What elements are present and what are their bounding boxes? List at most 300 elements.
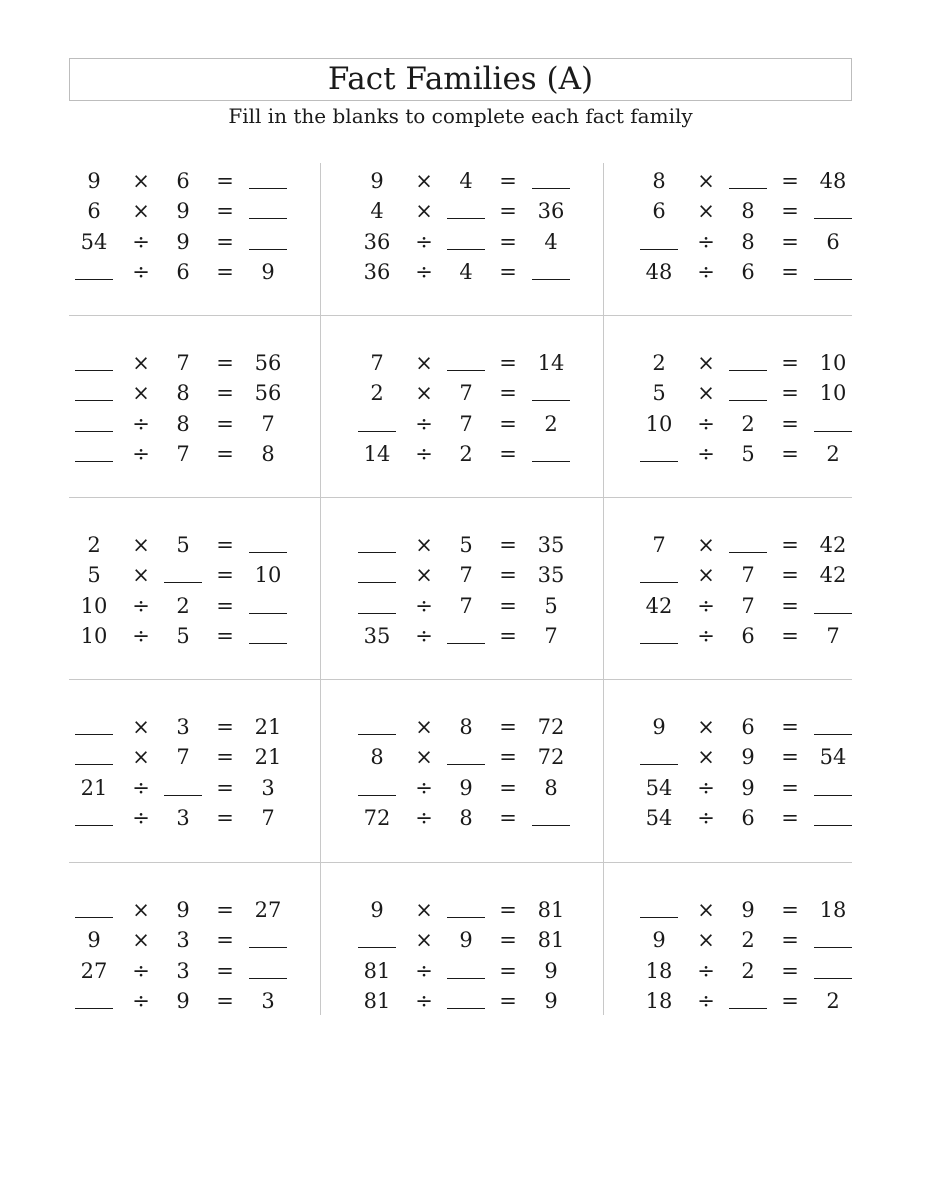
answer-blank[interactable] — [729, 400, 767, 401]
operand-a: 9 — [87, 169, 101, 193]
answer-blank[interactable] — [447, 249, 485, 250]
equation-row — [74, 591, 324, 621]
equation-row — [74, 378, 324, 408]
equals-sign: = — [216, 715, 234, 739]
equals-sign: = — [499, 898, 517, 922]
operator: ÷ — [415, 623, 433, 648]
operand-b: 8 — [459, 805, 473, 830]
answer-blank[interactable] — [249, 552, 287, 553]
answer-blank[interactable] — [249, 978, 287, 979]
equals-sign: = — [781, 593, 799, 618]
equals-sign: = — [499, 441, 517, 466]
equals-sign: = — [499, 229, 517, 254]
equation-row — [639, 742, 889, 772]
answer-blank[interactable] — [75, 279, 113, 280]
answer-blank[interactable] — [814, 218, 852, 219]
operator: × — [132, 928, 150, 953]
operand-b: 7 — [459, 563, 473, 588]
operator: × — [415, 715, 433, 739]
result: 72 — [537, 745, 565, 770]
row-divider — [69, 315, 852, 316]
equals-sign: = — [216, 563, 234, 588]
answer-blank[interactable] — [75, 825, 113, 826]
equation-row — [639, 712, 889, 742]
answer-blank[interactable] — [75, 734, 113, 735]
equation-row — [639, 439, 889, 469]
equation-row — [74, 742, 324, 772]
operator: × — [132, 563, 150, 588]
operator: ÷ — [132, 593, 150, 618]
operand-b: 9 — [741, 898, 755, 922]
equals-sign: = — [781, 351, 799, 375]
answer-blank[interactable] — [814, 795, 852, 796]
operator: ÷ — [415, 411, 433, 436]
equals-sign: = — [781, 381, 799, 406]
operand-b: 9 — [176, 898, 190, 922]
equation-row — [357, 348, 607, 378]
operand-b: 8 — [459, 715, 473, 739]
operand-b: 4 — [459, 169, 473, 193]
equation-row — [74, 196, 324, 226]
row-divider — [69, 862, 852, 863]
equation-row — [357, 712, 607, 742]
operand-b: 7 — [459, 593, 473, 618]
operand-a: 2 — [652, 351, 666, 375]
operand-b: 8 — [741, 199, 755, 224]
equals-sign: = — [499, 259, 517, 284]
equals-sign: = — [781, 745, 799, 770]
operator: × — [697, 928, 715, 953]
operand-a: 35 — [363, 623, 391, 648]
operator: × — [697, 199, 715, 224]
answer-blank[interactable] — [814, 613, 852, 614]
operand-a: 10 — [80, 623, 108, 648]
answer-blank[interactable] — [729, 188, 767, 189]
operand-a: 7 — [370, 351, 384, 375]
answer-blank[interactable] — [532, 461, 570, 462]
result: 6 — [826, 229, 840, 254]
operand-a: 36 — [363, 229, 391, 254]
answer-blank[interactable] — [75, 764, 113, 765]
result: 3 — [261, 775, 275, 800]
operand-b: 8 — [176, 411, 190, 436]
operator: × — [132, 199, 150, 224]
page-title: Fact Families (A) — [327, 61, 594, 97]
answer-blank[interactable] — [358, 552, 396, 553]
operator: ÷ — [132, 259, 150, 284]
result: 9 — [544, 958, 558, 983]
equals-sign: = — [499, 411, 517, 436]
equation-row — [639, 166, 889, 196]
result: 54 — [819, 745, 847, 770]
operand-b: 2 — [741, 958, 755, 983]
answer-blank[interactable] — [447, 764, 485, 765]
operator: ÷ — [132, 441, 150, 466]
operator: × — [415, 351, 433, 375]
answer-blank[interactable] — [447, 917, 485, 918]
equals-sign: = — [216, 775, 234, 800]
answer-blank[interactable] — [249, 188, 287, 189]
answer-blank[interactable] — [249, 643, 287, 644]
answer-blank[interactable] — [814, 279, 852, 280]
operator: × — [415, 199, 433, 224]
equals-sign: = — [781, 898, 799, 922]
equation-row — [639, 895, 889, 925]
operator: × — [132, 715, 150, 739]
equation-row — [74, 712, 324, 742]
result: 10 — [254, 563, 282, 588]
operand-b: 7 — [741, 563, 755, 588]
operand-b: 7 — [176, 351, 190, 375]
operator: ÷ — [132, 805, 150, 830]
operand-a: 8 — [652, 169, 666, 193]
result: 72 — [537, 715, 565, 739]
answer-blank[interactable] — [249, 249, 287, 250]
equation-row — [639, 257, 889, 287]
answer-blank[interactable] — [640, 461, 678, 462]
result: 3 — [261, 988, 275, 1013]
answer-blank[interactable] — [358, 947, 396, 948]
operand-b: 9 — [459, 775, 473, 800]
operator: ÷ — [697, 259, 715, 284]
equation-row — [357, 257, 607, 287]
answer-blank[interactable] — [814, 978, 852, 979]
equation-row — [74, 925, 324, 955]
operator: ÷ — [697, 775, 715, 800]
equation-row — [74, 166, 324, 196]
equation-row — [74, 409, 324, 439]
equation-row — [357, 591, 607, 621]
answer-blank[interactable] — [447, 1008, 485, 1009]
operator: × — [697, 898, 715, 922]
operator: ÷ — [697, 593, 715, 618]
operand-b: 5 — [176, 623, 190, 648]
equation-row — [639, 986, 889, 1016]
operator: ÷ — [415, 259, 433, 284]
answer-blank[interactable] — [75, 917, 113, 918]
result: 2 — [826, 441, 840, 466]
operator: ÷ — [132, 229, 150, 254]
result: 7 — [261, 805, 275, 830]
operand-b: 9 — [176, 199, 190, 224]
result: 56 — [254, 381, 282, 406]
result: 2 — [826, 988, 840, 1013]
result: 81 — [537, 898, 565, 922]
equals-sign: = — [781, 229, 799, 254]
result: 56 — [254, 351, 282, 375]
equals-sign: = — [499, 805, 517, 830]
operator: ÷ — [415, 593, 433, 618]
operand-b: 6 — [741, 259, 755, 284]
equals-sign: = — [781, 715, 799, 739]
equals-sign: = — [499, 533, 517, 557]
operator: × — [132, 169, 150, 193]
equation-row — [639, 925, 889, 955]
result: 5 — [544, 593, 558, 618]
equation-row — [74, 773, 324, 803]
operator: × — [697, 169, 715, 193]
equation-row — [639, 591, 889, 621]
result: 4 — [544, 229, 558, 254]
operand-b: 6 — [741, 623, 755, 648]
equals-sign: = — [781, 411, 799, 436]
equation-row — [357, 166, 607, 196]
operand-b: 6 — [741, 805, 755, 830]
result: 9 — [261, 259, 275, 284]
answer-blank[interactable] — [75, 400, 113, 401]
operator: × — [415, 898, 433, 922]
operand-b: 7 — [176, 441, 190, 466]
result: 21 — [254, 745, 282, 770]
equals-sign: = — [216, 229, 234, 254]
equation-row — [639, 530, 889, 560]
equation-row — [357, 925, 607, 955]
equation-row — [639, 803, 889, 833]
operand-b: 7 — [741, 593, 755, 618]
operand-b: 9 — [741, 775, 755, 800]
operator: × — [697, 715, 715, 739]
operand-a: 9 — [370, 898, 384, 922]
operator: × — [415, 563, 433, 588]
result: 27 — [254, 898, 282, 922]
operand-b: 7 — [459, 411, 473, 436]
result: 7 — [544, 623, 558, 648]
answer-blank[interactable] — [640, 643, 678, 644]
operand-a: 5 — [652, 381, 666, 406]
operator: ÷ — [132, 958, 150, 983]
equals-sign: = — [216, 898, 234, 922]
instructions: Fill in the blanks to complete each fact family — [228, 104, 693, 128]
answer-blank[interactable] — [75, 461, 113, 462]
answer-blank[interactable] — [814, 734, 852, 735]
answer-blank[interactable] — [249, 613, 287, 614]
operator: ÷ — [415, 958, 433, 983]
equals-sign: = — [216, 745, 234, 770]
operand-b: 6 — [741, 715, 755, 739]
equation-row — [357, 409, 607, 439]
operand-a: 72 — [363, 805, 391, 830]
operator: × — [697, 351, 715, 375]
result: 18 — [819, 898, 847, 922]
equation-row — [74, 439, 324, 469]
equals-sign: = — [216, 805, 234, 830]
equation-row — [639, 348, 889, 378]
equals-sign: = — [216, 411, 234, 436]
answer-blank[interactable] — [640, 917, 678, 918]
equation-row — [639, 378, 889, 408]
operator: ÷ — [132, 775, 150, 800]
answer-blank[interactable] — [358, 613, 396, 614]
result: 2 — [544, 411, 558, 436]
equation-row — [357, 439, 607, 469]
equation-row — [74, 227, 324, 257]
operand-a: 8 — [370, 745, 384, 770]
operand-b: 5 — [741, 441, 755, 466]
answer-blank[interactable] — [447, 218, 485, 219]
answer-blank[interactable] — [358, 734, 396, 735]
operand-a: 54 — [645, 775, 673, 800]
operand-a: 27 — [80, 958, 108, 983]
equals-sign: = — [499, 775, 517, 800]
answer-blank[interactable] — [249, 947, 287, 948]
answer-blank[interactable] — [75, 1008, 113, 1009]
operator: × — [415, 533, 433, 557]
equals-sign: = — [216, 533, 234, 557]
equation-row — [357, 773, 607, 803]
equals-sign: = — [499, 563, 517, 588]
operator: ÷ — [697, 805, 715, 830]
equals-sign: = — [499, 623, 517, 648]
answer-blank[interactable] — [640, 764, 678, 765]
operand-a: 81 — [363, 958, 391, 983]
operand-a: 10 — [80, 593, 108, 618]
equation-row — [357, 560, 607, 590]
operand-b: 6 — [176, 259, 190, 284]
operand-b: 2 — [741, 928, 755, 953]
operator: × — [697, 563, 715, 588]
equals-sign: = — [499, 593, 517, 618]
equals-sign: = — [216, 351, 234, 375]
equation-row — [74, 895, 324, 925]
equals-sign: = — [216, 928, 234, 953]
operand-a: 54 — [645, 805, 673, 830]
equation-row — [639, 773, 889, 803]
equation-row — [74, 986, 324, 1016]
equals-sign: = — [781, 533, 799, 557]
answer-blank[interactable] — [532, 188, 570, 189]
result: 36 — [537, 199, 565, 224]
operand-b: 3 — [176, 928, 190, 953]
operator: × — [697, 533, 715, 557]
equals-sign: = — [781, 805, 799, 830]
answer-blank[interactable] — [249, 218, 287, 219]
operand-a: 9 — [652, 928, 666, 953]
operand-b: 9 — [176, 229, 190, 254]
equals-sign: = — [499, 351, 517, 375]
operand-a: 81 — [363, 988, 391, 1013]
answer-blank[interactable] — [75, 370, 113, 371]
equals-sign: = — [216, 199, 234, 224]
operator: ÷ — [415, 229, 433, 254]
answer-blank[interactable] — [640, 582, 678, 583]
answer-blank[interactable] — [814, 947, 852, 948]
answer-blank[interactable] — [532, 400, 570, 401]
answer-blank[interactable] — [447, 643, 485, 644]
operator: ÷ — [415, 441, 433, 466]
operator: ÷ — [132, 988, 150, 1013]
equals-sign: = — [499, 958, 517, 983]
equals-sign: = — [781, 259, 799, 284]
operand-b: 6 — [176, 169, 190, 193]
equation-row — [74, 956, 324, 986]
equation-row — [357, 530, 607, 560]
row-divider — [69, 679, 852, 680]
operand-a: 42 — [645, 593, 673, 618]
equation-row — [74, 803, 324, 833]
equals-sign: = — [781, 988, 799, 1013]
operator: × — [415, 745, 433, 770]
result: 81 — [537, 928, 565, 953]
answer-blank[interactable] — [358, 582, 396, 583]
equation-row — [74, 348, 324, 378]
operator: × — [415, 381, 433, 406]
answer-blank[interactable] — [75, 431, 113, 432]
title-box — [69, 58, 852, 101]
answer-blank[interactable] — [532, 279, 570, 280]
equation-row — [357, 227, 607, 257]
answer-blank[interactable] — [358, 795, 396, 796]
operand-b: 2 — [741, 411, 755, 436]
answer-blank[interactable] — [640, 249, 678, 250]
row-divider — [69, 497, 852, 498]
equals-sign: = — [216, 259, 234, 284]
operator: ÷ — [697, 958, 715, 983]
operator: × — [132, 745, 150, 770]
equals-sign: = — [499, 745, 517, 770]
operand-a: 54 — [80, 229, 108, 254]
equation-row — [639, 409, 889, 439]
operator: × — [132, 381, 150, 406]
answer-blank[interactable] — [729, 1008, 767, 1009]
operand-a: 6 — [87, 199, 101, 224]
result: 10 — [819, 351, 847, 375]
equals-sign: = — [499, 715, 517, 739]
equals-sign: = — [781, 958, 799, 983]
operand-b: 5 — [459, 533, 473, 557]
problem-grid — [69, 163, 852, 1015]
operand-b: 3 — [176, 805, 190, 830]
result: 8 — [261, 441, 275, 466]
operand-b: 3 — [176, 715, 190, 739]
operand-a: 7 — [652, 533, 666, 557]
answer-blank[interactable] — [447, 978, 485, 979]
operand-b: 9 — [459, 928, 473, 953]
equation-row — [357, 621, 607, 651]
operator: × — [697, 745, 715, 770]
equation-row — [639, 560, 889, 590]
equals-sign: = — [499, 199, 517, 224]
equation-row — [74, 257, 324, 287]
answer-blank[interactable] — [814, 431, 852, 432]
answer-blank[interactable] — [447, 370, 485, 371]
answer-blank[interactable] — [358, 431, 396, 432]
equation-row — [639, 956, 889, 986]
equals-sign: = — [216, 623, 234, 648]
operand-a: 6 — [652, 199, 666, 224]
result: 8 — [544, 775, 558, 800]
equals-sign: = — [216, 958, 234, 983]
answer-blank[interactable] — [164, 582, 202, 583]
answer-blank[interactable] — [814, 825, 852, 826]
operand-a: 5 — [87, 563, 101, 588]
operator: ÷ — [697, 411, 715, 436]
equals-sign: = — [781, 199, 799, 224]
operator: ÷ — [415, 775, 433, 800]
answer-blank[interactable] — [729, 370, 767, 371]
operator: ÷ — [697, 988, 715, 1013]
answer-blank[interactable] — [532, 825, 570, 826]
answer-blank[interactable] — [164, 795, 202, 796]
equals-sign: = — [499, 988, 517, 1013]
equation-row — [74, 530, 324, 560]
operator: × — [132, 533, 150, 557]
operand-b: 4 — [459, 259, 473, 284]
result: 42 — [819, 533, 847, 557]
result: 21 — [254, 715, 282, 739]
answer-blank[interactable] — [729, 552, 767, 553]
operand-b: 8 — [741, 229, 755, 254]
equals-sign: = — [781, 775, 799, 800]
